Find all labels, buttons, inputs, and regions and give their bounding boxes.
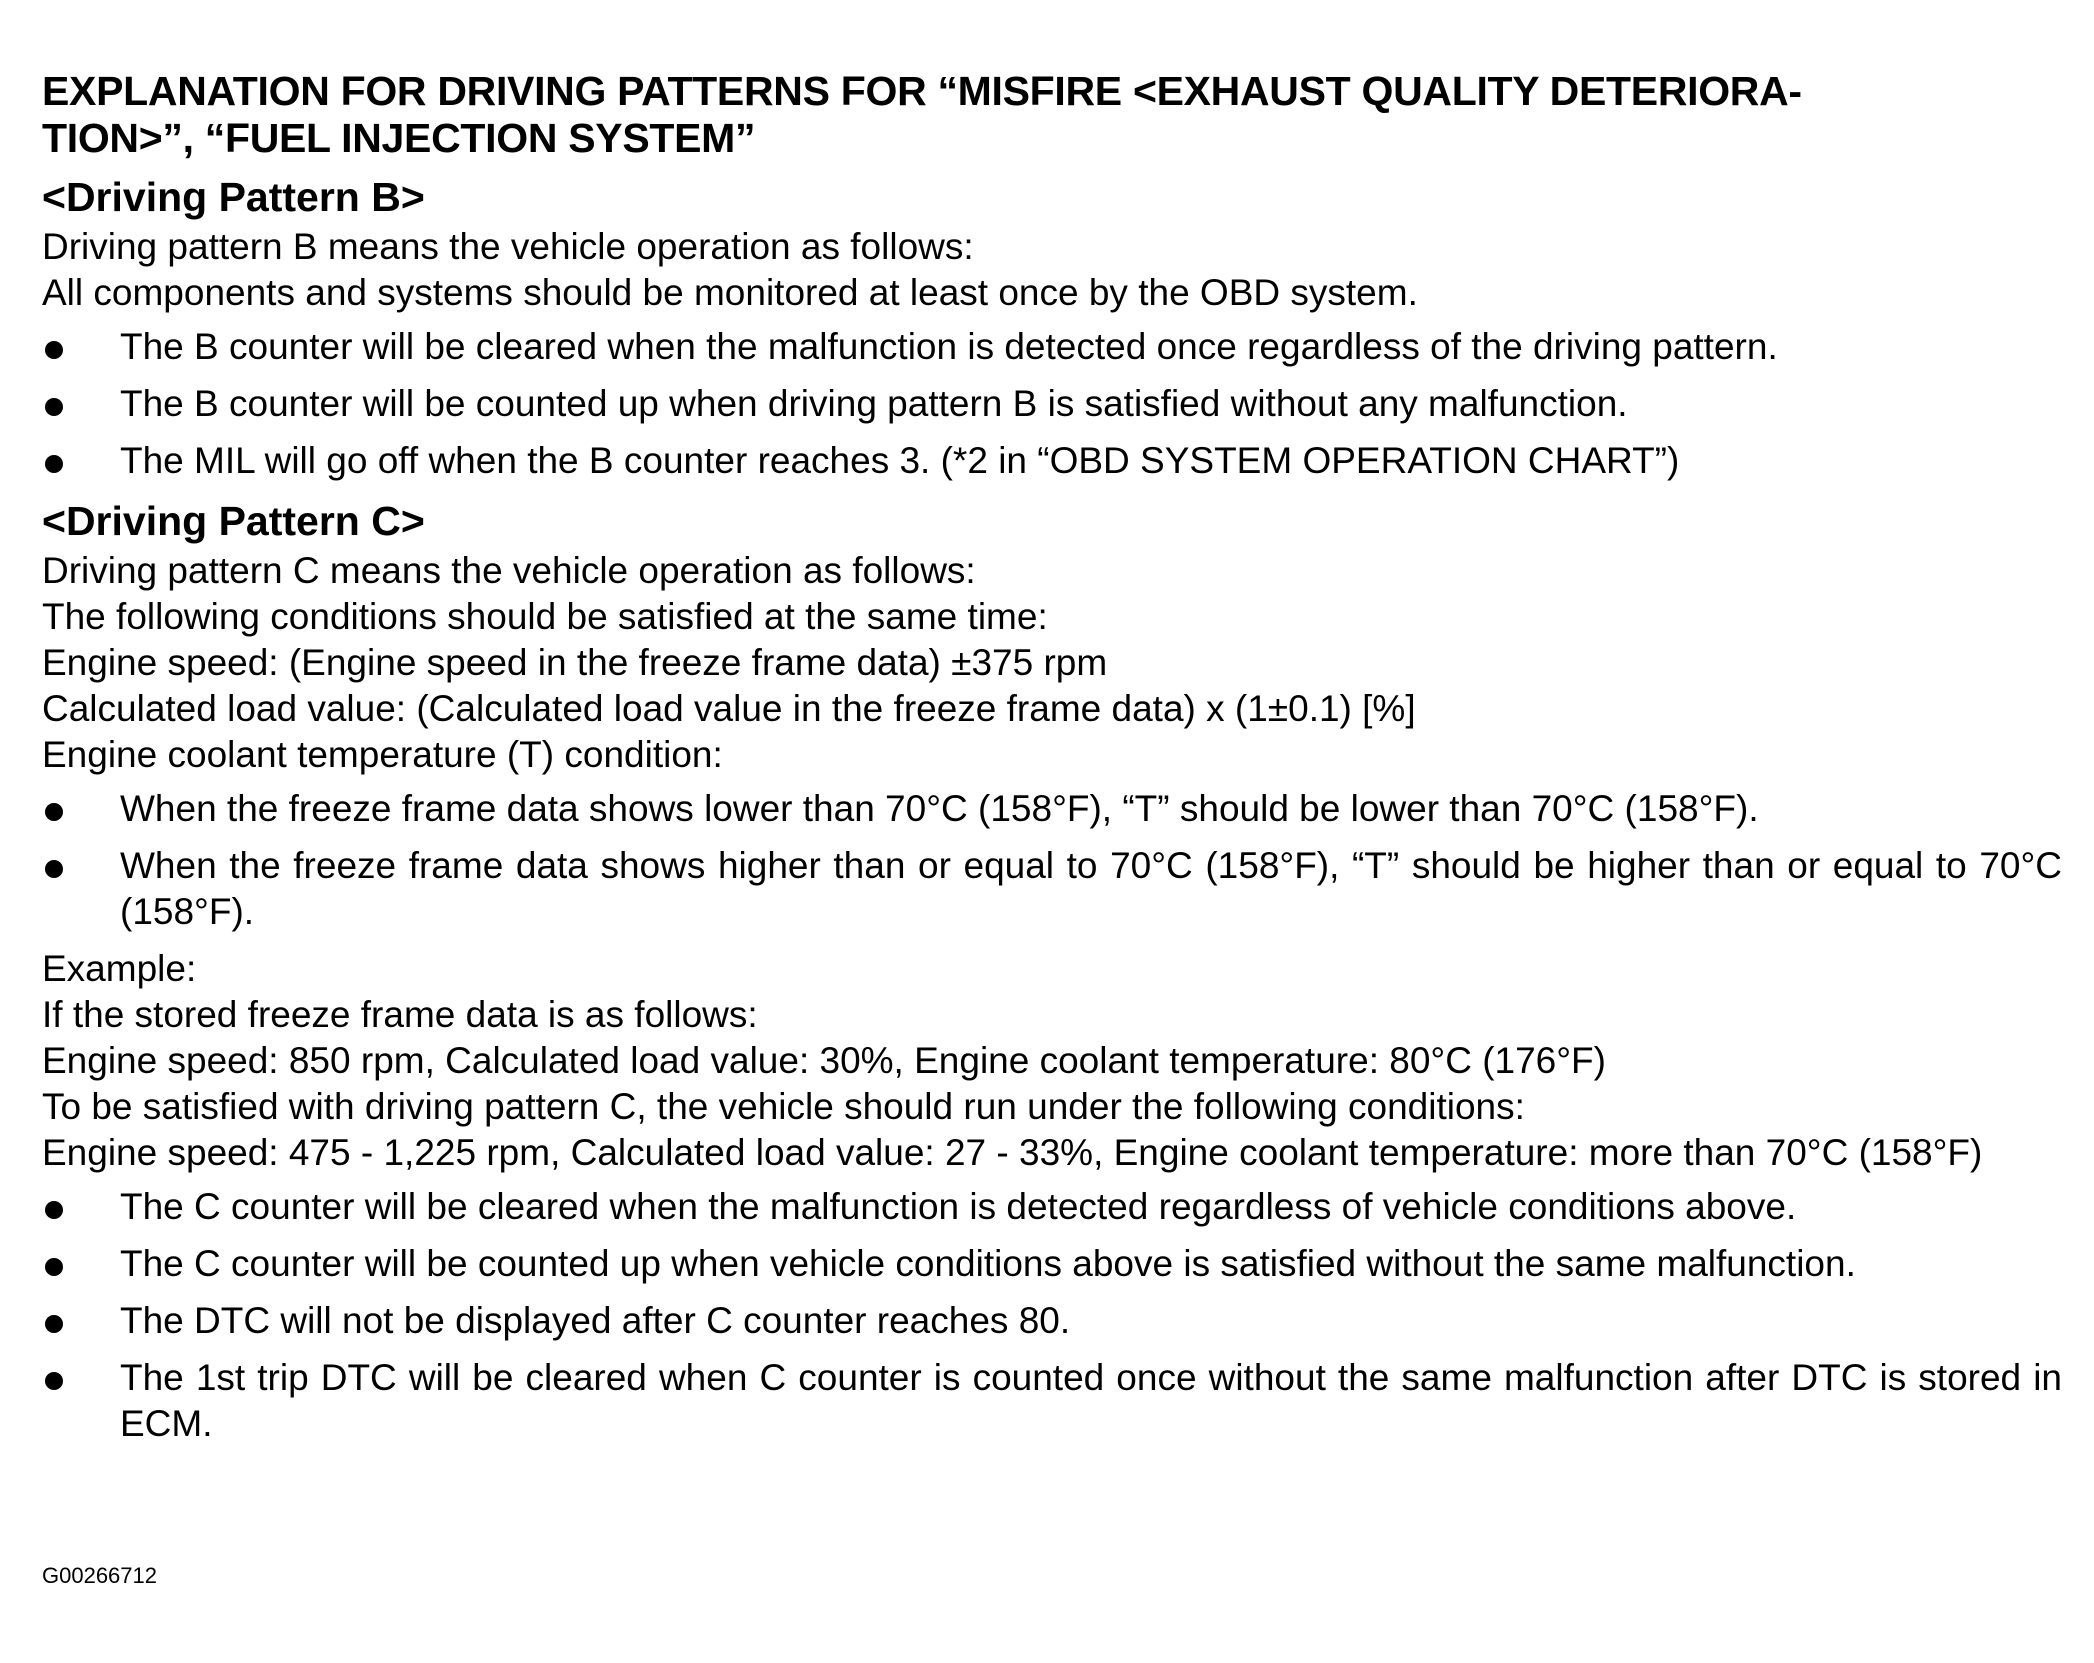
pattern-b-bullet-list (42, 324, 2062, 484)
bullet-icon (45, 1315, 63, 1333)
example-block (42, 946, 2062, 1176)
example-line: To be satisfied with driving pattern C, the vehicle should run under the following conditions: (42, 1086, 1525, 1127)
example-line: Engine speed: 850 rpm, Calculated load value: 30%, Engine coolant temperature: 80°C (176°F) (42, 1040, 1606, 1081)
bullet-text: When the freeze frame data shows lower than 70°C (158°F), “T” should be lower than 70°C (158°F). (120, 788, 1759, 829)
bullet-icon (45, 803, 63, 821)
list-item (42, 1184, 2062, 1230)
section-driving-pattern-c (42, 496, 2062, 1447)
bullet-icon (45, 1372, 63, 1390)
bullet-icon (45, 341, 63, 359)
list-item (42, 786, 2062, 832)
bullet-text: The DTC will not be displayed after C counter reaches 80. (120, 1300, 1071, 1341)
document-body (42, 68, 2062, 1458)
bullet-text: The B counter will be cleared when the malfunction is detected once regardless of the driving pattern. (120, 326, 1778, 367)
bullet-text: The B counter will be counted up when driving pattern B is satisfied without any malfunction. (120, 383, 1628, 424)
list-item (42, 1298, 2062, 1344)
bullet-text: The MIL will go off when the B counter reaches 3. (*2 in “OBD SYSTEM OPERATION CHART”) (120, 440, 1680, 481)
bullet-icon (45, 1258, 63, 1276)
heading-driving-pattern-c: <Driving Pattern C> (42, 498, 425, 544)
list-item (42, 1355, 2062, 1447)
pattern-b-intro (42, 224, 2062, 316)
bullet-text: The 1st trip DTC will be cleared when C counter is counted once without the same malfunction after DTC is stored in ECM. (120, 1357, 2062, 1444)
bullet-icon (45, 860, 63, 878)
bullet-text: The C counter will be cleared when the malfunction is detected regardless of vehicle conditions above. (120, 1186, 1797, 1227)
title-line-2: TION>”, “FUEL INJECTION SYSTEM” (42, 115, 756, 161)
pattern-c-intro-line: Calculated load value: (Calculated load value in the freeze frame data) x (1±0.1) [%] (42, 688, 1416, 729)
pattern-c-intro-line: Driving pattern C means the vehicle operation as follows: (42, 550, 976, 591)
example-conditions: Engine speed: 475 - 1,225 rpm, Calculated load value: 27 - 33%, Engine coolant temperature: more than 70°C (158°F) (42, 1132, 1983, 1173)
pattern-b-intro-line: All components and systems should be monitored at least once by the OBD system. (42, 272, 1418, 313)
heading-driving-pattern-b: <Driving Pattern B> (42, 174, 425, 220)
example-line: If the stored freeze frame data is as follows: (42, 994, 758, 1035)
document-title (42, 68, 2062, 162)
list-item (42, 1241, 2062, 1287)
bullet-text: When the freeze frame data shows higher than or equal to 70°C (158°F), “T” should be higher than or equal to 70°C (158°F). (120, 845, 2062, 932)
pattern-c-intro-line: The following conditions should be satisfied at the same time: (42, 596, 1048, 637)
list-item (42, 843, 2062, 935)
pattern-c-intro (42, 548, 2062, 778)
list-item (42, 438, 2062, 484)
bullet-text: The C counter will be counted up when vehicle conditions above is satisfied without the same malfunction. (120, 1243, 1856, 1284)
pattern-b-intro-line: Driving pattern B means the vehicle operation as follows: (42, 226, 974, 267)
figure-id: G00266712 (42, 1563, 157, 1588)
title-line-1: EXPLANATION FOR DRIVING PATTERNS FOR “MISFIRE <EXHAUST QUALITY DETERIORA- (42, 68, 1802, 114)
pattern-c-bullet-list (42, 1184, 2062, 1447)
section-driving-pattern-b (42, 172, 2062, 484)
bullet-icon (45, 455, 63, 473)
example-line: Example: (42, 948, 197, 989)
pattern-c-intro-line: Engine coolant temperature (T) condition: (42, 734, 723, 775)
bullet-icon (45, 398, 63, 416)
temperature-condition-list (42, 786, 2062, 935)
list-item (42, 324, 2062, 370)
list-item (42, 381, 2062, 427)
bullet-icon (45, 1201, 63, 1219)
pattern-c-intro-line: Engine speed: (Engine speed in the freeze frame data) ±375 rpm (42, 642, 1108, 683)
